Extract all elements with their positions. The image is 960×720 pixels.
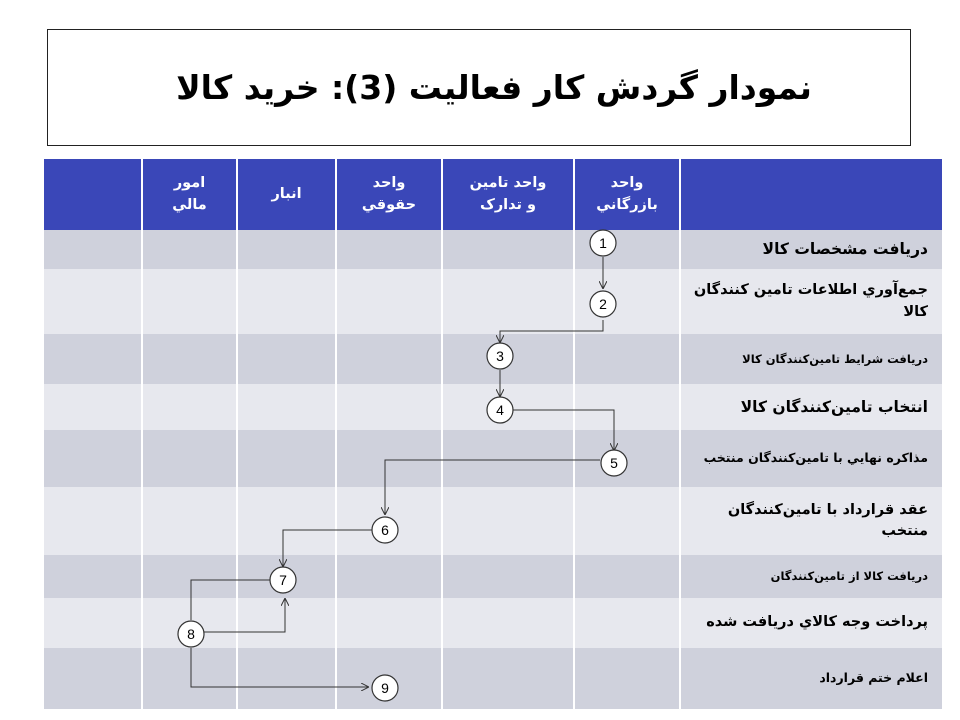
step-number: 8: [187, 626, 195, 642]
activity-label: اعلام ختم قرارداد: [681, 648, 942, 709]
header-procurement: واحد تامين و تدارک: [443, 159, 573, 230]
step-node-8: [178, 621, 204, 647]
step-number: 9: [381, 680, 389, 696]
step-number: 1: [599, 235, 607, 251]
step-node-5: [601, 450, 627, 476]
step-number: 4: [496, 402, 504, 418]
flow-arrow: [500, 320, 603, 342]
step-node-9: [372, 675, 398, 701]
header-warehouse: انبار: [238, 159, 335, 230]
activity-label: دريافت مشخصات کالا: [681, 230, 942, 269]
step-number: 3: [496, 348, 504, 364]
flow-arrow: [191, 648, 368, 687]
step-node-3: [487, 343, 513, 369]
step-node-4: [487, 397, 513, 423]
step-number: 5: [610, 455, 618, 471]
header-finance: امور مالي: [143, 159, 236, 230]
header-legal: واحد حقوقي: [337, 159, 441, 230]
step-node-7: [270, 567, 296, 593]
activity-label: انتخاب تامين‌کنندگان کالا: [681, 384, 942, 430]
step-number: 7: [279, 572, 287, 588]
step-node-1: [590, 230, 616, 256]
flow-arrow: [191, 580, 270, 620]
step-node-2: [590, 291, 616, 317]
header-commercial: واحد بازرگاني: [575, 159, 679, 230]
flow-arrow: [512, 410, 614, 450]
activity-label: مذاکره نهايي با تامين‌کنندگان منتخب: [681, 430, 942, 487]
flow-arrow: [385, 460, 600, 514]
step-number: 6: [381, 522, 389, 538]
page-title: نمودار گردش کار فعاليت (3): خريد کالا: [176, 68, 812, 107]
activity-label: جمع‌آوري اطلاعات تامين کنندگان کالا: [681, 269, 942, 334]
flow-arrow: [283, 530, 372, 566]
activity-label: عقد قرارداد با تامين‌کنندگان منتخب: [681, 487, 942, 555]
step-node-6: [372, 517, 398, 543]
flow-arrow: [204, 599, 285, 632]
activity-label: پرداخت وجه کالاي دريافت شده: [681, 598, 942, 648]
step-number: 2: [599, 296, 607, 312]
activity-label: دريافت کالا از تامين‌کنندگان: [681, 555, 942, 598]
activity-label: دريافت شرايط تامين‌کنندگان کالا: [681, 334, 942, 384]
